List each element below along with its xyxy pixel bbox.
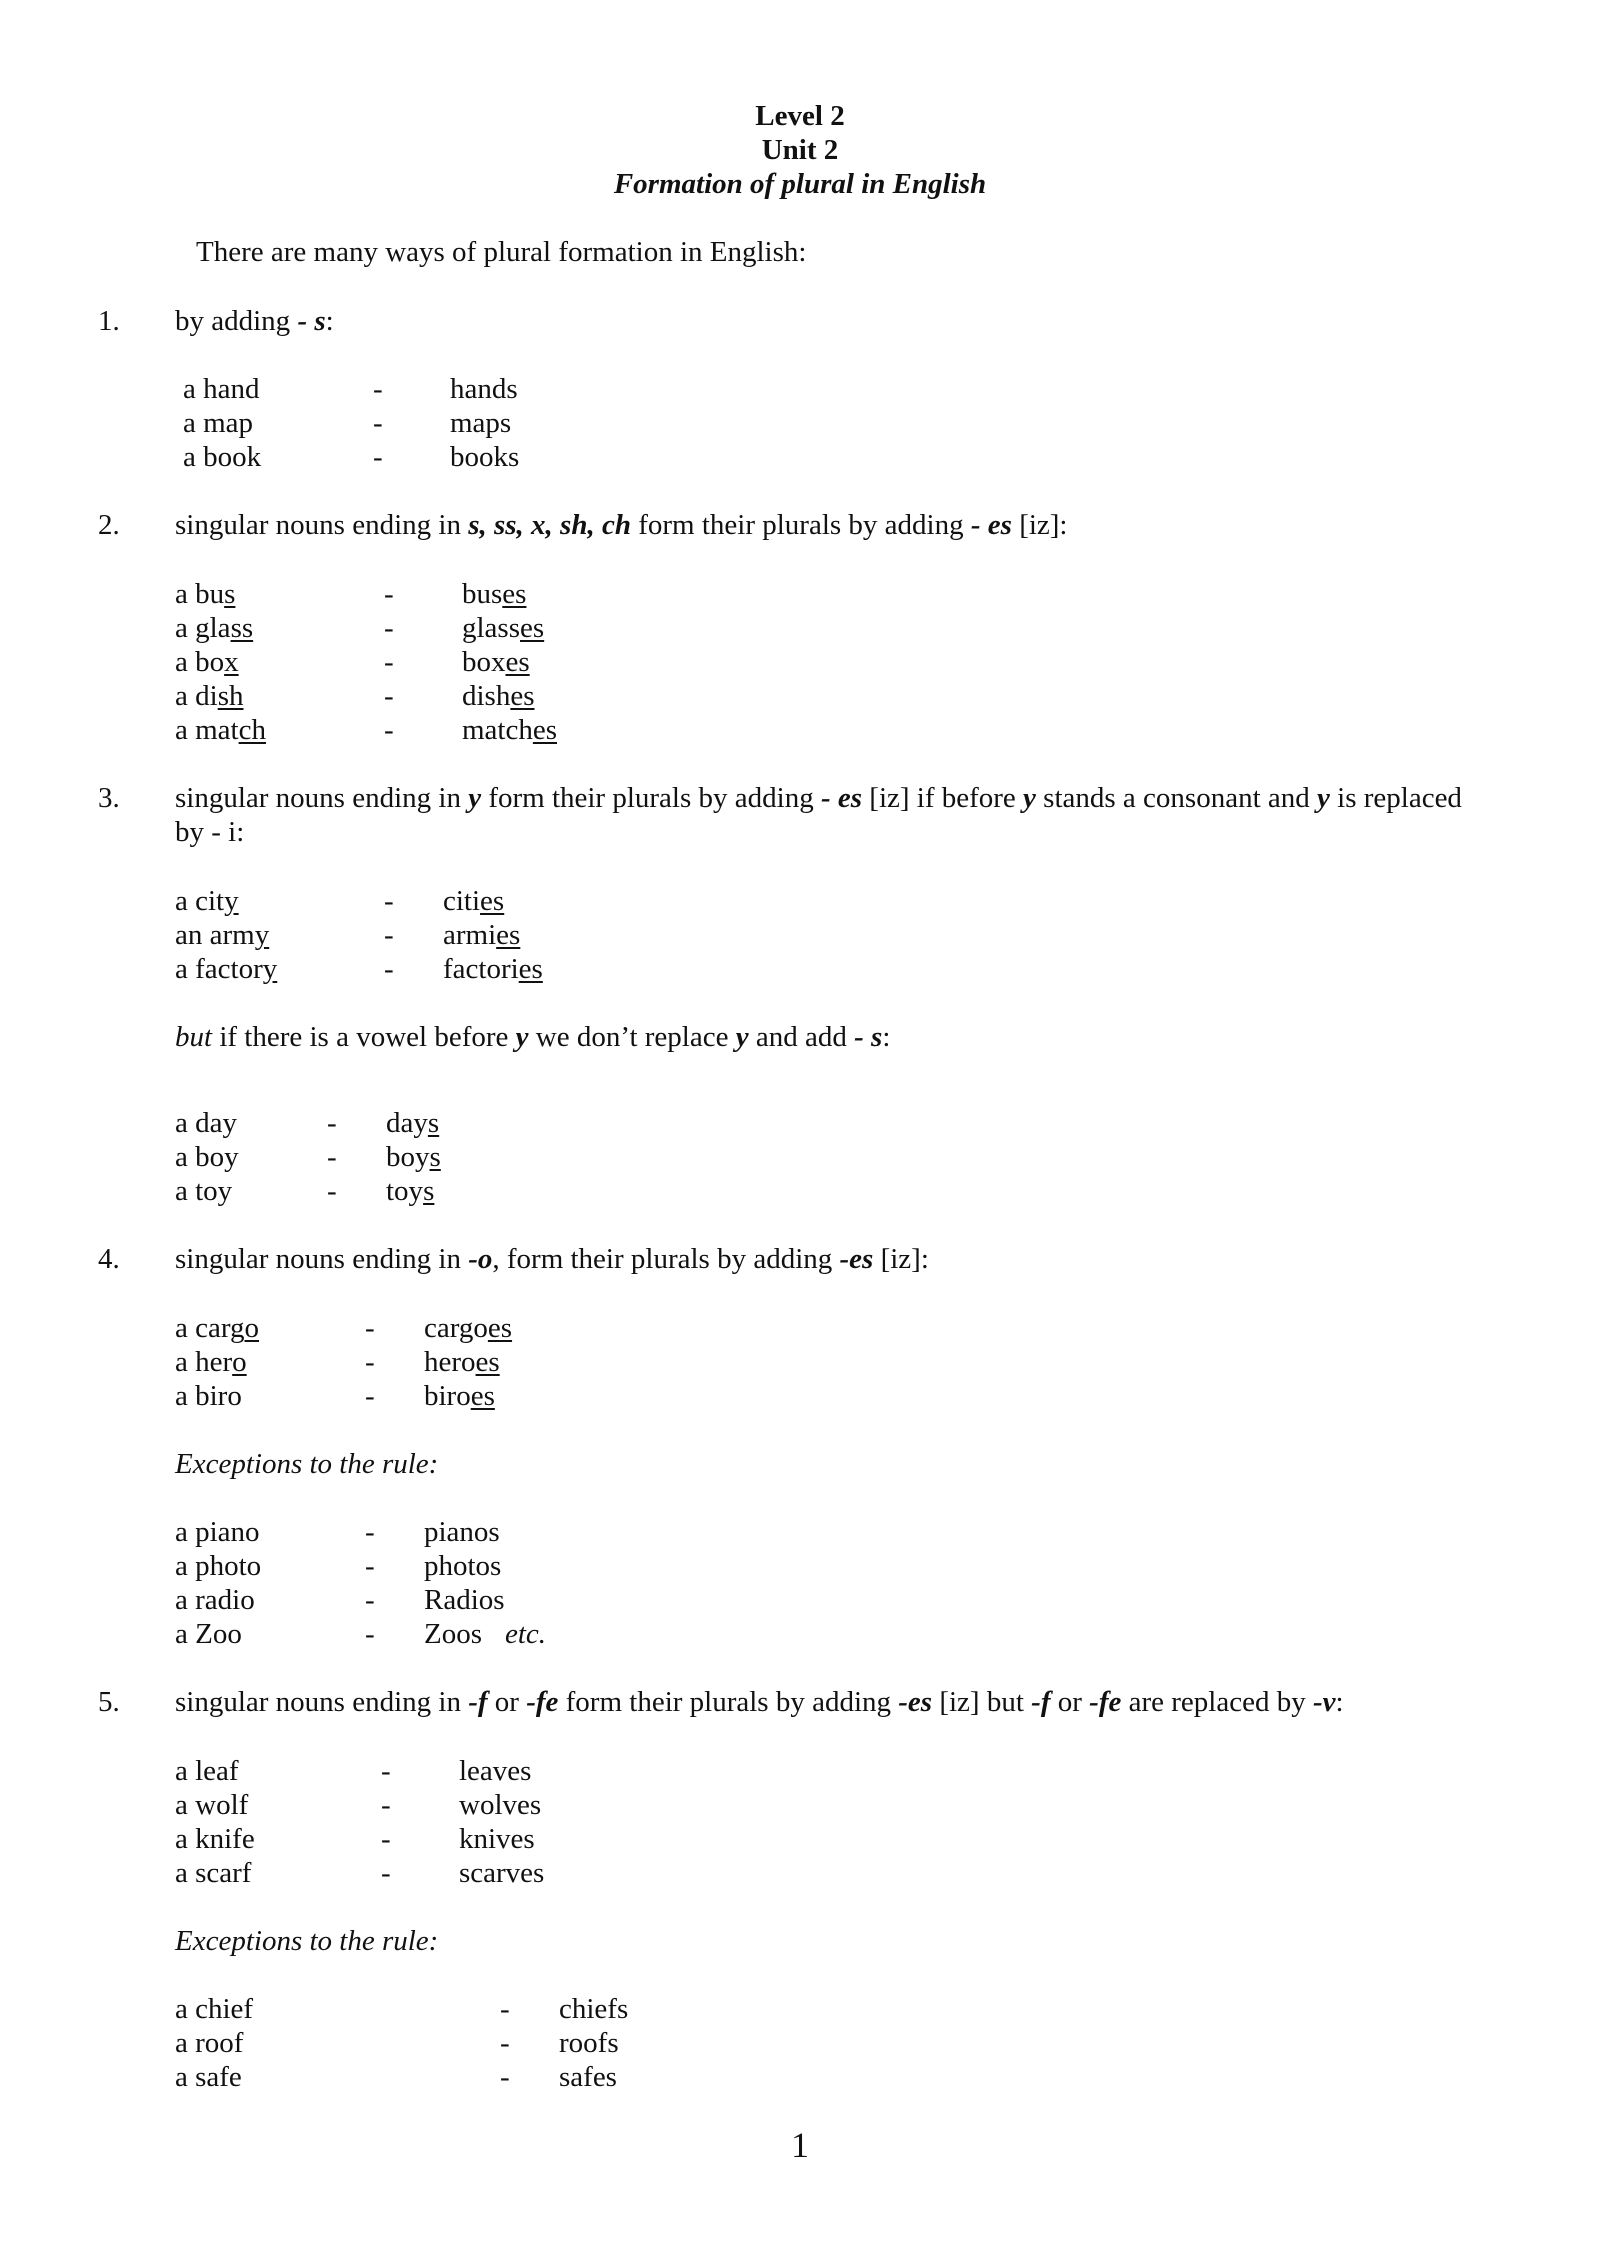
section-number: 1. bbox=[98, 305, 120, 337]
section-number: 3. bbox=[98, 782, 120, 814]
section-number: 4. bbox=[98, 1243, 120, 1275]
section-number: 2. bbox=[98, 509, 120, 541]
page-number: 1 bbox=[791, 2125, 809, 2165]
exceptions-label: Exceptions to the rule: bbox=[175, 1925, 439, 1957]
unit-heading: Unit 2 bbox=[761, 134, 839, 166]
section-number: 5. bbox=[98, 1686, 120, 1718]
but-note: but if there is a vowel before y we don’t replace y and add - s: bbox=[175, 1021, 891, 1053]
rule-text-continued: by - i: bbox=[175, 816, 245, 848]
topic-heading: Formation of plural in English bbox=[613, 168, 987, 200]
rule-text: singular nouns ending in y form their plurals by adding - es [iz] if before y stands a consonant and y is replaced bbox=[175, 782, 1462, 814]
document-page: Level 2 Unit 2 Formation of plural in English There are many ways of plural formation in English: 1. by adding - s: a hand - hands a map - maps a book - books 2. singular nouns ending in s, ss, x, sh, ch form their plurals by adding - es [iz]: a bus - buses a glass - glasses a box - boxes a dish - dishes a match - matches 3. singular nouns ending in y form their plurals by adding - es [iz] if before y stands a consonant and y is replaced by - i: a city - cities an army - armies a factory - factories but if there is a vowel before y we don’t replace y and add - s: a day - days a boy - boys a toy - toys 4. singular nouns ending in -o, form their plurals by adding -es [iz]: a cargo - cargoes a hero - heroes a biro - biroes Exceptions to the rule: a piano - pianos a photo - photos a radio - Radios a Zoo - Zoos etc. 5. singular nouns ending in -f or -fe form their plurals by adding -es [iz] but -f or -fe are replaced by -v: a leaf - leaves a wolf - wolves a knife - knives a scarf - scarves Exceptions to the rule: a chief - chiefs a roof - roofs a safe - safes 1 bbox=[0, 0, 1600, 2262]
etc-note: etc. bbox=[505, 1618, 547, 1650]
level-heading: Level 2 bbox=[755, 100, 845, 132]
rule-text: singular nouns ending in -o, form their plurals by adding -es [iz]: bbox=[175, 1243, 929, 1275]
intro-text: There are many ways of plural formation in English: bbox=[196, 236, 807, 268]
rule-text: by adding - s: bbox=[175, 305, 334, 337]
rule-text: singular nouns ending in -f or -fe form their plurals by adding -es [iz] but -f or -fe are replaced by -v: bbox=[175, 1686, 1344, 1718]
exceptions-label: Exceptions to the rule: bbox=[175, 1448, 439, 1480]
rule-text: singular nouns ending in s, ss, x, sh, ch form their plurals by adding - es [iz]: bbox=[175, 509, 1068, 541]
